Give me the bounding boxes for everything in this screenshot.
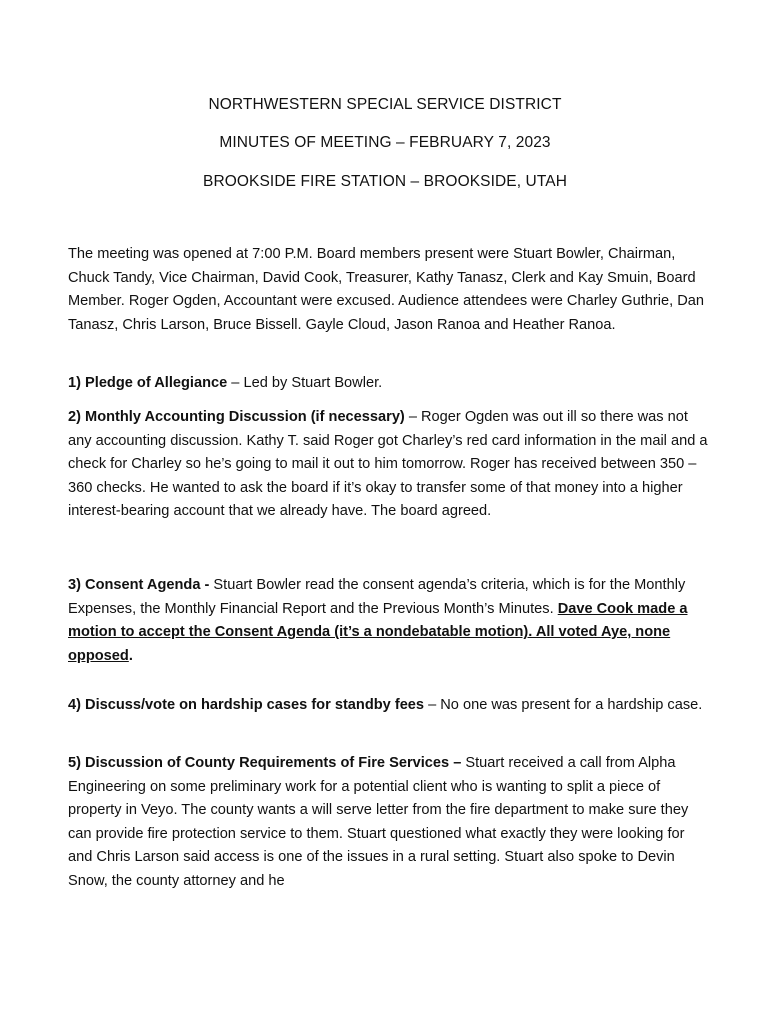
agenda-item-3-heading: 3) Consent Agenda - xyxy=(68,577,210,593)
agenda-item-3-end: . xyxy=(128,647,133,664)
district-title: NORTHWESTERN SPECIAL SERVICE DISTRICT xyxy=(208,96,562,113)
agenda-item-1-body: – Led by Stuart Bowler. xyxy=(227,375,383,391)
agenda-item-3-body: Stuart Bowler read the consent agenda’s criteria, which is for the Monthly Expenses, the Monthly Financial Report and the Previous Month’s Minutes. xyxy=(68,577,686,617)
agenda-item-5 xyxy=(68,752,708,894)
agenda-item-5-heading: 5) Discussion of County Requirements of Fire Services – xyxy=(68,755,462,771)
agenda-item-5-body: Stuart received a call from Alpha Engineering on some preliminary work for a potential client who is wanting to split a piece of property in Veyo. The county wants a will serve letter from the fire department to make sure they can provide fire protection service to them. Stuart questioned what exactly they were looking for and Chris Larson said access is one of the issues in a rural setting. Stuart also spoke to Devin Snow, the county attorney and he xyxy=(68,755,689,889)
agenda-item-1-heading: 1) Pledge of Allegiance xyxy=(68,375,228,391)
intro-paragraph: The meeting was opened at 7:00 P.M. Board members present were Stuart Bowler, Chairman, Chuck Tandy, Vice Chairman, David Cook, Treasurer, Kathy Tanasz, Clerk and Kay Smuin, Board Member. Roger Ogden, Accountant were excused. Audience attendees were Charley Guthrie, Dan Tanasz, Chris Larson, Bruce Bissell. Gayle Cloud, Jason Ranoa and Heather Ranoa. xyxy=(68,246,705,333)
agenda-item-2-heading: 2) Monthly Accounting Discussion (if necessary) xyxy=(68,409,405,425)
agenda-item-3 xyxy=(68,574,708,668)
agenda-item-1 xyxy=(68,372,708,396)
meeting-title: MINUTES OF MEETING – FEBRUARY 7, 2023 xyxy=(219,134,551,151)
agenda-item-4 xyxy=(68,694,708,718)
agenda-item-2 xyxy=(68,406,708,524)
agenda-item-3-motion: Dave Cook made a motion to accept the Consent Agenda (it’s a nondebatable motion). All voted Aye, none opposed xyxy=(68,600,688,664)
agenda-item-4-body: – No one was present for a hardship case. xyxy=(424,697,703,713)
agenda-item-2-body: – Roger Ogden was out ill so there was not any accounting discussion. Kathy T. said Roger got Charley’s red card information in the mail and a check for Charley so he’s going to mail it out to him tomorrow. Roger has received between 350 – 360 checks. He wanted to ask the board if it’s okay to transfer some of that money into a higher interest-bearing account that we already have. The board agreed. xyxy=(68,409,708,520)
meeting-location: BROOKSIDE FIRE STATION – BROOKSIDE, UTAH xyxy=(203,173,567,190)
agenda-item-4-heading: 4) Discuss/vote on hardship cases for standby fees xyxy=(68,697,425,713)
